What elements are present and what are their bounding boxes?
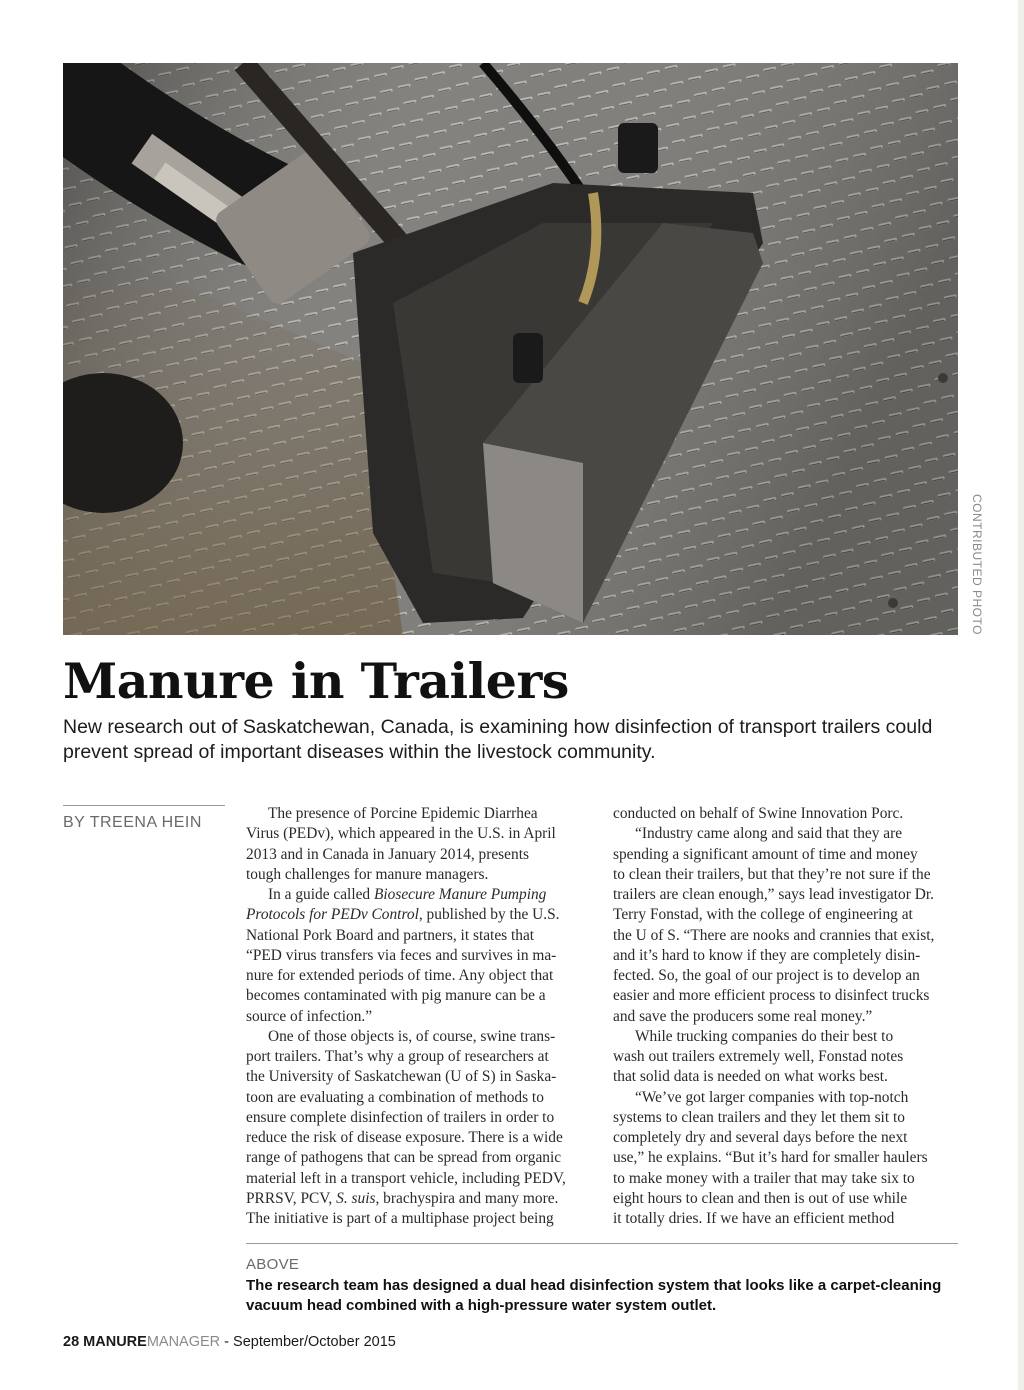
body-line: 2013 and in Canada in January 2014, presents [246,845,529,863]
body-line: completely dry and several days before the next [613,1129,908,1146]
body-column-2 [613,804,958,1229]
body-line: fected. So, the goal of our project is to develop an [613,967,920,984]
body-line: The presence of Porcine Epidemic Diarrhea [268,805,538,822]
body-line: to clean their trailers, but that they’re not sure if the [613,865,931,883]
body-line: “Industry came along and said that they are [635,825,903,843]
photo-credit: CONTRIBUTED PHOTO [970,494,984,635]
body-column-1 [246,804,591,1229]
body-line: toon are evaluating a combination of methods to [246,1088,544,1106]
issue-date: - September/October 2015 [220,1334,396,1350]
body-line: One of those objects is, of course, swine trans- [268,1027,556,1045]
body-line: Terry Fonstad, with the college of engineering at [613,906,913,924]
body-line: and save the producers some real money.” [613,1007,873,1025]
body-line: that solid data is needed on what works best. [613,1068,888,1086]
body-line: trailers are clean enough,” says lead investigator Dr. [613,886,934,903]
body-line: Virus (PEDv), which appeared in the U.S. in April [246,825,556,843]
body-line: it totally dries. If we have an efficient method [613,1210,895,1227]
magazine-name-light: MANAGER [146,1334,221,1350]
body-line: to make money with a trailer that may take six to [613,1169,915,1187]
page-folio [63,1334,396,1350]
byline: BY TREENA HEIN [63,814,202,831]
article-photo [63,63,958,635]
body-line: “PED virus transfers via feces and survives in ma- [246,946,557,964]
page-edge [1018,0,1024,1390]
body-line: range of pathogens that can be spread from organic [246,1149,562,1167]
body-line: “We’ve got larger companies with top-notch [635,1088,909,1106]
magazine-name-bold: MANURE [83,1334,147,1350]
body-line: port trailers. That’s why a group of researchers at [246,1048,549,1065]
byline-rule [63,805,225,806]
body-line: eight hours to clean and then is out of use while [613,1189,908,1207]
body-line: wash out trailers extremely well, Fonstad notes [613,1048,904,1065]
body-line: source of infection.” [246,1007,373,1025]
caption-text: The research team has designed a dual head disinfection system that looks like a carpet-cleaning vacuum head combined with a high-pressure water system outlet. [246,1277,942,1314]
body-line: becomes contaminated with pig manure can be a [246,987,546,1005]
caption-label: ABOVE [246,1256,300,1273]
body-line: National Pork Board and partners, it states that [246,926,535,944]
body-line: In a guide called Biosecure Manure Pumping [268,886,547,903]
body-line: reduce the risk of disease exposure. There is a wide [246,1129,563,1146]
body-line: material left in a transport vehicle, including PEDV, [246,1169,566,1187]
body-line: PRRSV, PCV, S. suis, brachyspira and many more. [246,1189,559,1207]
body-line: ensure complete disinfection of trailers in order to [246,1108,555,1126]
body-line: Protocols for PEDv Control, published by the U.S. [246,906,560,924]
caption-rule [246,1243,958,1244]
body-line: The initiative is part of a multiphase project being [246,1210,554,1227]
body-line: easier and more efficient process to disinfect trucks [613,987,930,1005]
body-line: nure for extended periods of time. Any object that [246,967,554,984]
body-line: use,” he explains. “But it’s hard for smaller haulers [613,1149,928,1167]
body-line: and it’s hard to know if they are completely disin- [613,946,921,964]
body-line: While trucking companies do their best to [635,1027,894,1045]
body-line: the University of Saskatchewan (U of S) in Saska- [246,1068,557,1086]
article-deck: New research out of Saskatchewan, Canada, is examining how disinfection of transport trailers could prevent spread of important diseases within the livestock community. [63,716,933,763]
body-line: conducted on behalf of Swine Innovation Porc. [613,805,904,822]
body-line: tough challenges for manure managers. [246,865,489,883]
body-line: the U of S. “There are nooks and crannies that exist, [613,926,935,944]
body-line: systems to clean trailers and they let them sit to [613,1108,905,1126]
disinfection-head-photo [63,63,958,635]
article-headline: Manure in Trailers [63,652,569,710]
body-line: spending a significant amount of time and money [613,845,918,863]
page-number: 28 [63,1334,80,1350]
